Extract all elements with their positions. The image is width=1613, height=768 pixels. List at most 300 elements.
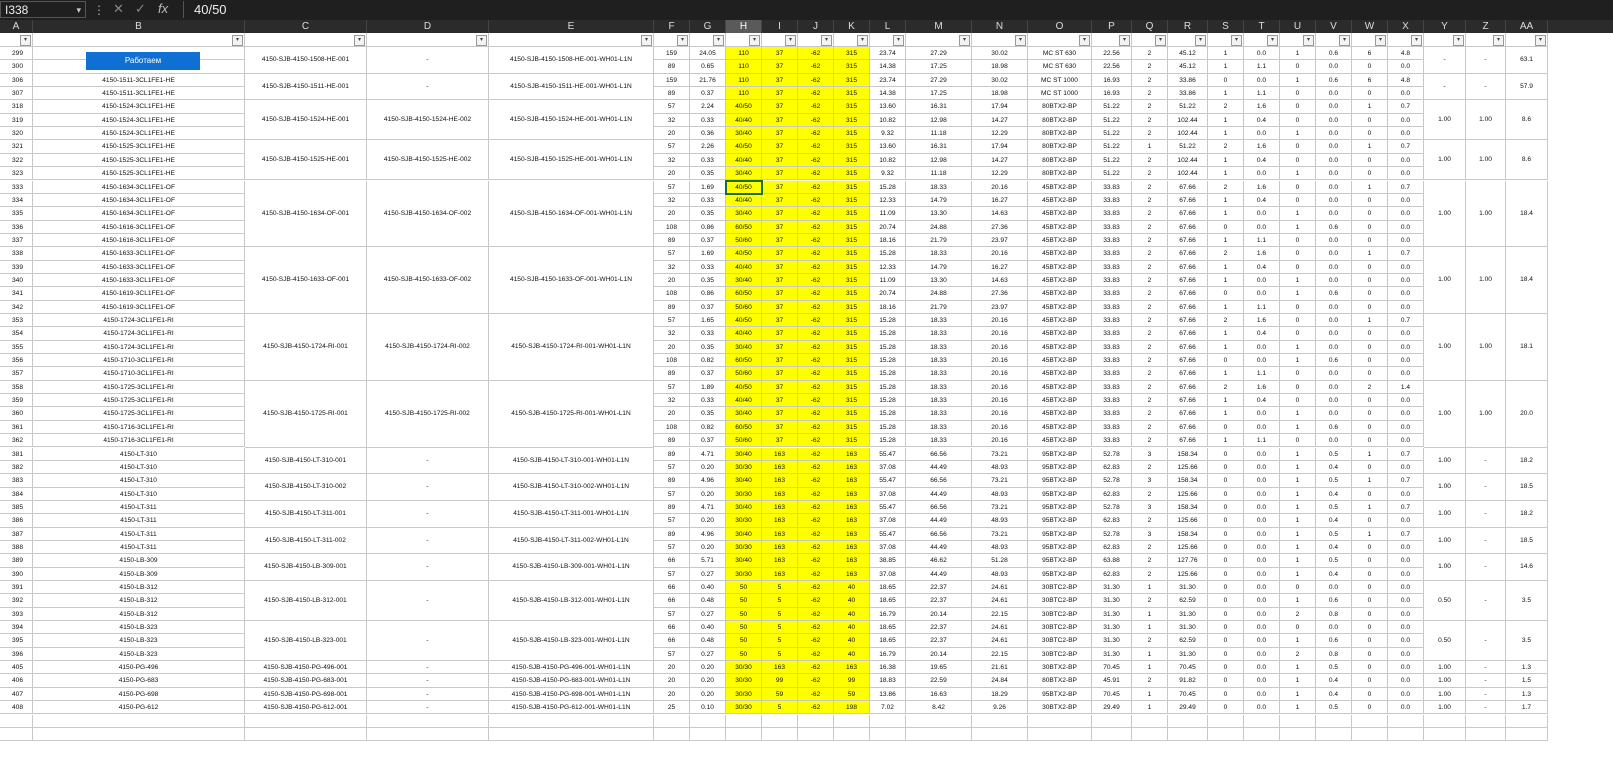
table-cell[interactable]: 0.20 [690,661,726,674]
table-cell[interactable]: 0.82 [690,354,726,367]
table-cell[interactable]: 52.78 [1092,528,1132,541]
table-cell[interactable]: 20.14 [906,608,972,621]
table-cell[interactable]: 0.0 [1244,661,1280,674]
table-cell[interactable]: 18.33 [906,247,972,260]
table-cell[interactable]: 2 [1132,354,1168,367]
formula-input[interactable] [183,1,1611,18]
table-cell[interactable]: 1 [1208,301,1244,314]
table-cell[interactable]: 12.29 [972,127,1028,140]
table-cell[interactable] [906,728,972,741]
table-cell[interactable]: 0.0 [1244,354,1280,367]
table-cell[interactable]: 32 [654,394,690,407]
table-cell[interactable]: 14.63 [972,207,1028,220]
table-cell[interactable]: 30/40 [726,448,762,461]
table-cell[interactable]: 18.33 [906,394,972,407]
table-cell[interactable]: 163 [762,501,798,514]
table-cell[interactable]: 0 [1352,167,1388,180]
table-cell[interactable]: 18.33 [906,181,972,194]
row-number[interactable]: 390 [0,568,33,581]
table-cell[interactable]: 1 [1280,541,1316,554]
table-cell[interactable]: 1.7 [1506,701,1548,714]
table-cell[interactable]: 0.0 [1388,274,1424,287]
table-cell[interactable]: - [1466,688,1506,701]
table-cell[interactable]: 315 [834,60,870,73]
table-cell[interactable]: 0.0 [1316,100,1352,113]
table-cell[interactable]: 51.22 [1092,167,1132,180]
table-cell[interactable]: 80BTX2-BP [1028,674,1092,687]
table-cell[interactable]: 2 [1208,381,1244,394]
table-cell[interactable]: 4150-1724-3CL1FE1-RI [33,327,245,340]
table-cell[interactable]: 4150-SJB-4150-1724-RI-001-WH01-L1N [489,314,654,381]
table-cell[interactable]: 62.83 [1092,541,1132,554]
table-cell[interactable]: 0.0 [1388,154,1424,167]
chevron-down-icon[interactable]: ▾ [76,5,81,15]
table-cell[interactable]: 66 [654,634,690,647]
table-cell[interactable]: 33.83 [1092,181,1132,194]
table-cell[interactable]: 163 [762,514,798,527]
table-cell[interactable]: 18.33 [906,327,972,340]
table-cell[interactable] [870,715,906,728]
table-cell[interactable]: 45BTX2-BP [1028,287,1092,300]
table-cell[interactable]: 0.0 [1388,608,1424,621]
table-cell[interactable]: 315 [834,301,870,314]
row-number[interactable]: 393 [0,608,33,621]
table-cell[interactable]: 0 [1208,688,1244,701]
table-cell[interactable]: 11.18 [906,167,972,180]
table-cell[interactable]: 18.29 [972,688,1028,701]
table-cell[interactable]: 11.09 [870,274,906,287]
table-cell[interactable]: 4150-SJB-4150-LB-309-001-WH01-L1N [489,554,654,581]
table-cell[interactable]: 89 [654,434,690,447]
table-cell[interactable]: 4150-SJB-4150-LT-311-002 [245,528,367,555]
table-cell[interactable]: 0.0 [1388,341,1424,354]
table-cell[interactable]: 163 [834,554,870,567]
column-header-x[interactable]: X [1388,20,1424,33]
table-cell[interactable]: 70.45 [1092,661,1132,674]
column-header-q[interactable]: Q [1132,20,1168,33]
table-cell[interactable]: 4150-LB-312 [33,581,245,594]
table-cell[interactable]: 163 [834,474,870,487]
table-cell[interactable]: 13.86 [870,688,906,701]
table-cell[interactable]: 4150-SJB-4150-PG-612-001 [245,701,367,714]
table-cell[interactable]: 163 [834,568,870,581]
table-cell[interactable]: 18.65 [870,634,906,647]
table-cell[interactable]: 2.26 [690,140,726,153]
table-cell[interactable]: -62 [798,341,834,354]
table-cell[interactable]: 20.0 [1506,381,1548,448]
table-cell[interactable]: 10.82 [870,114,906,127]
table-cell[interactable]: 70.45 [1092,688,1132,701]
table-cell[interactable]: 37 [762,140,798,153]
table-cell[interactable] [1388,728,1424,741]
table-cell[interactable]: 40/50 [726,100,762,113]
table-cell[interactable]: 1.1 [1244,87,1280,100]
table-cell[interactable]: 0 [1208,554,1244,567]
table-cell[interactable]: 0 [1280,87,1316,100]
table-cell[interactable]: 18.2 [1506,448,1548,475]
table-cell[interactable]: MC ST 1000 [1028,87,1092,100]
table-cell[interactable] [1424,715,1466,728]
table-cell[interactable]: 37 [762,421,798,434]
table-cell[interactable]: -62 [798,488,834,501]
table-cell[interactable]: - [1466,661,1506,674]
table-cell[interactable]: - [1466,74,1506,101]
table-cell[interactable]: 4150-SJB-4150-LT-311-001-WH01-L1N [489,501,654,528]
table-cell[interactable]: 20.16 [972,394,1028,407]
table-cell[interactable]: 1.1 [1244,301,1280,314]
row-number[interactable]: 391 [0,581,33,594]
table-cell[interactable]: 4150-1511-3CL1FE1-HE [33,74,245,87]
table-cell[interactable]: 45BTX2-BP [1028,381,1092,394]
table-cell[interactable]: 67.66 [1168,194,1208,207]
column-header-d[interactable]: D [367,20,489,33]
table-cell[interactable]: 27.29 [906,74,972,87]
table-cell[interactable]: 1.00 [1424,381,1466,448]
table-cell[interactable]: 37 [762,74,798,87]
table-cell[interactable]: 37 [762,207,798,220]
table-cell[interactable]: 125.66 [1168,514,1208,527]
table-cell[interactable]: 17.94 [972,100,1028,113]
table-cell[interactable]: 0.0 [1244,421,1280,434]
table-cell[interactable]: -62 [798,594,834,607]
table-cell[interactable]: -62 [798,407,834,420]
table-cell[interactable]: 50 [726,634,762,647]
column-header-f[interactable]: F [654,20,690,33]
table-cell[interactable] [1092,715,1132,728]
table-cell[interactable]: 127.76 [1168,554,1208,567]
table-cell[interactable] [690,715,726,728]
table-cell[interactable]: 40/40 [726,114,762,127]
table-cell[interactable]: 95BTX2-BP [1028,488,1092,501]
table-cell[interactable]: 0.0 [1244,608,1280,621]
table-cell[interactable]: 0 [1352,354,1388,367]
table-cell[interactable]: - [1466,554,1506,581]
table-cell[interactable]: 4150-SJB-4150-LT-310-001-WH01-L1N [489,448,654,475]
table-cell[interactable]: 44.49 [906,568,972,581]
table-cell[interactable]: 0.0 [1388,634,1424,647]
row-number[interactable]: 396 [0,648,33,661]
table-cell[interactable]: 20.16 [972,381,1028,394]
table-cell[interactable]: 0.4 [1244,114,1280,127]
table-cell[interactable]: 0.4 [1244,261,1280,274]
table-cell[interactable]: 1 [1352,181,1388,194]
table-cell[interactable]: 0 [1208,448,1244,461]
table-cell[interactable]: 0 [1208,608,1244,621]
table-cell[interactable]: 0.0 [1388,287,1424,300]
table-cell[interactable]: 63.1 [1506,47,1548,74]
table-cell[interactable]: 0 [1208,514,1244,527]
table-cell[interactable]: 57 [654,608,690,621]
table-cell[interactable]: 1.1 [1244,234,1280,247]
table-cell[interactable]: 40/50 [726,140,762,153]
table-cell[interactable]: 0.6 [1316,354,1352,367]
table-cell[interactable]: 102.44 [1168,167,1208,180]
table-cell[interactable]: 11.09 [870,207,906,220]
table-cell[interactable]: 2 [1132,234,1168,247]
table-cell[interactable]: 0.37 [690,87,726,100]
table-cell[interactable]: 32 [654,154,690,167]
table-cell[interactable] [798,715,834,728]
table-cell[interactable]: 33.83 [1092,367,1132,380]
table-cell[interactable]: 18.33 [906,367,972,380]
table-cell[interactable]: 1 [1132,140,1168,153]
table-cell[interactable]: 2 [1132,261,1168,274]
table-cell[interactable]: 18.33 [906,381,972,394]
table-cell[interactable] [972,728,1028,741]
table-cell[interactable]: 30/40 [726,501,762,514]
table-cell[interactable]: 0.27 [690,568,726,581]
table-cell[interactable]: 163 [834,501,870,514]
table-cell[interactable] [245,728,367,741]
table-cell[interactable]: 17.25 [906,60,972,73]
table-cell[interactable]: 4150-SJB-4150-LB-312-001-WH01-L1N [489,581,654,621]
table-cell[interactable]: 37.08 [870,488,906,501]
table-cell[interactable]: 2 [1132,154,1168,167]
table-cell[interactable]: 2 [1132,127,1168,140]
table-cell[interactable]: 1.65 [690,314,726,327]
table-cell[interactable]: 40 [834,648,870,661]
table-cell[interactable]: 2 [1208,247,1244,260]
table-cell[interactable]: 0 [1280,314,1316,327]
table-cell[interactable] [798,728,834,741]
table-cell[interactable]: 0.0 [1244,274,1280,287]
table-cell[interactable]: 0 [1352,394,1388,407]
table-cell[interactable]: -62 [798,581,834,594]
table-cell[interactable]: 1.00 [1424,554,1466,581]
table-cell[interactable]: 0.5 [1316,448,1352,461]
table-cell[interactable]: 20.16 [972,314,1028,327]
table-cell[interactable]: 16.79 [870,608,906,621]
table-cell[interactable]: 45BTX2-BP [1028,407,1092,420]
table-cell[interactable]: -62 [798,661,834,674]
table-cell[interactable]: 0.0 [1244,74,1280,87]
table-cell[interactable]: -62 [798,528,834,541]
table-cell[interactable]: 0.37 [690,234,726,247]
table-cell[interactable]: 4.8 [1388,74,1424,87]
table-cell[interactable]: 4150-SJB-4150-1725-RI-001 [245,381,367,448]
table-cell[interactable]: 4150-SJB-4150-1508-HE-001-WH01-L1N [489,47,654,74]
table-cell[interactable]: 0 [1280,327,1316,340]
table-cell[interactable]: 15.28 [870,247,906,260]
table-cell[interactable]: -62 [798,501,834,514]
table-cell[interactable]: 0 [1280,181,1316,194]
table-cell[interactable]: 1.6 [1244,381,1280,394]
table-cell[interactable]: 163 [762,528,798,541]
table-cell[interactable]: 32 [654,194,690,207]
table-cell[interactable]: 62.83 [1092,568,1132,581]
table-cell[interactable]: 23.74 [870,74,906,87]
table-cell[interactable]: 4150-LT-311 [33,501,245,514]
table-cell[interactable]: 0.0 [1388,568,1424,581]
table-cell[interactable]: 4150-SJB-4150-PG-698-001 [245,688,367,701]
table-cell[interactable]: 27.29 [906,47,972,60]
table-cell[interactable]: 2 [1132,381,1168,394]
table-cell[interactable]: 16.63 [906,688,972,701]
table-cell[interactable]: 2 [1132,314,1168,327]
table-cell[interactable]: 30/40 [726,474,762,487]
table-cell[interactable]: -62 [798,87,834,100]
table-cell[interactable]: 67.66 [1168,367,1208,380]
table-cell[interactable]: 0.4 [1316,688,1352,701]
table-cell[interactable]: 22.37 [906,634,972,647]
table-cell[interactable]: 89 [654,60,690,73]
table-cell[interactable]: 4150-SJB-4150-LB-323-001 [245,621,367,661]
table-cell[interactable]: 25 [654,701,690,714]
table-cell[interactable]: -62 [798,127,834,140]
table-cell[interactable]: - [1466,47,1506,74]
table-cell[interactable]: 22.56 [1092,60,1132,73]
table-cell[interactable]: 7.02 [870,701,906,714]
table-cell[interactable]: 38.85 [870,554,906,567]
filter-dropdown-icon[interactable]: ▾ [20,35,31,46]
filter-dropdown-icon[interactable]: ▾ [1195,35,1206,46]
table-cell[interactable]: 67.66 [1168,234,1208,247]
table-cell[interactable]: 1 [1280,221,1316,234]
table-cell[interactable]: 67.66 [1168,327,1208,340]
table-cell[interactable]: 1 [1208,194,1244,207]
table-cell[interactable]: 0.7 [1388,448,1424,461]
table-cell[interactable]: 48.93 [972,488,1028,501]
row-number[interactable]: 387 [0,528,33,541]
table-cell[interactable]: 2 [1132,87,1168,100]
name-box[interactable] [0,1,86,18]
table-cell[interactable]: 315 [834,407,870,420]
table-cell[interactable]: - [1466,674,1506,687]
table-cell[interactable]: 0 [1280,60,1316,73]
table-cell[interactable]: 2 [1132,541,1168,554]
table-cell[interactable]: 1 [1280,421,1316,434]
table-cell[interactable]: 0.0 [1388,688,1424,701]
table-cell[interactable]: 315 [834,221,870,234]
column-header-v[interactable]: V [1316,20,1352,33]
table-cell[interactable]: 62.59 [1168,634,1208,647]
table-cell[interactable]: 1 [1280,287,1316,300]
table-cell[interactable]: 1 [1280,341,1316,354]
table-cell[interactable]: 37 [762,114,798,127]
table-cell[interactable]: 0 [1280,434,1316,447]
table-cell[interactable]: 1 [1280,474,1316,487]
table-cell[interactable]: 57 [654,488,690,501]
table-cell[interactable]: 20.16 [972,327,1028,340]
table-cell[interactable]: 0.0 [1316,621,1352,634]
table-cell[interactable]: 4150-SJB-4150-LB-323-001-WH01-L1N [489,621,654,661]
table-cell[interactable]: 2 [1208,140,1244,153]
table-cell[interactable]: 4150-1710-3CL1FE1-RI [33,354,245,367]
table-cell[interactable]: -62 [798,234,834,247]
table-cell[interactable]: 4150-SJB-4150-1508-HE-001 [245,47,367,74]
table-cell[interactable]: 30/40 [726,341,762,354]
table-cell[interactable]: 80BTX2-BP [1028,140,1092,153]
table-cell[interactable]: 2 [1132,301,1168,314]
table-cell[interactable] [33,728,245,741]
table-cell[interactable]: 2 [1132,114,1168,127]
table-cell[interactable]: - [367,74,489,101]
table-cell[interactable]: 1.00 [1424,314,1466,381]
table-cell[interactable]: 2 [1132,634,1168,647]
filter-dropdown-icon[interactable]: ▾ [641,35,652,46]
table-cell[interactable]: 158.34 [1168,528,1208,541]
table-cell[interactable]: 4150-LT-310 [33,488,245,501]
table-cell[interactable]: 315 [834,341,870,354]
table-cell[interactable]: 1 [1280,488,1316,501]
filter-dropdown-icon[interactable]: ▾ [354,35,365,46]
table-cell[interactable]: 2 [1132,488,1168,501]
table-cell[interactable]: 29.49 [1092,701,1132,714]
table-cell[interactable]: 51.22 [1092,127,1132,140]
table-cell[interactable]: 18.4 [1506,181,1548,248]
table-cell[interactable]: 0.4 [1316,514,1352,527]
filter-dropdown-icon[interactable]: ▾ [1015,35,1026,46]
table-cell[interactable]: 0.33 [690,194,726,207]
table-cell[interactable]: 4150-SJB-4150-1724-RI-001 [245,314,367,381]
table-cell[interactable]: 3.5 [1506,621,1548,661]
table-cell[interactable]: 0.6 [1316,221,1352,234]
table-cell[interactable]: 30/30 [726,661,762,674]
table-cell[interactable]: 62.83 [1092,488,1132,501]
table-cell[interactable]: - [1466,701,1506,714]
table-cell[interactable]: 0.0 [1244,634,1280,647]
table-cell[interactable]: 60/50 [726,421,762,434]
table-cell[interactable]: 315 [834,100,870,113]
table-cell[interactable]: -62 [798,60,834,73]
more-options-icon[interactable]: ⋮ [93,3,105,17]
table-cell[interactable]: 2 [1132,327,1168,340]
table-cell[interactable]: 0.33 [690,114,726,127]
table-cell[interactable]: 1.3 [1506,661,1548,674]
table-cell[interactable] [726,728,762,741]
table-cell[interactable]: 95BTX2-BP [1028,568,1092,581]
row-number[interactable]: 360 [0,407,33,420]
table-cell[interactable]: 0 [1280,154,1316,167]
table-cell[interactable] [690,728,726,741]
table-cell[interactable]: 0 [1208,661,1244,674]
table-cell[interactable]: 20.16 [972,181,1028,194]
table-cell[interactable]: 4150-1525-3CL1FE1-HE [33,167,245,180]
table-cell[interactable] [1352,728,1388,741]
row-number[interactable]: 353 [0,314,33,327]
table-cell[interactable]: 46.62 [906,554,972,567]
table-cell[interactable]: 57 [654,247,690,260]
table-cell[interactable] [1466,728,1506,741]
table-cell[interactable]: 0.35 [690,274,726,287]
table-cell[interactable]: 59 [834,688,870,701]
table-cell[interactable]: -62 [798,207,834,220]
table-cell[interactable]: 89 [654,474,690,487]
table-cell[interactable]: 2 [1132,674,1168,687]
table-cell[interactable]: 0 [1352,608,1388,621]
table-cell[interactable]: 37 [762,367,798,380]
table-cell[interactable]: 0 [1352,434,1388,447]
table-cell[interactable]: 1 [1280,528,1316,541]
row-number[interactable]: 381 [0,448,33,461]
confirm-icon[interactable]: ✓ [135,1,146,16]
table-cell[interactable]: 315 [834,367,870,380]
table-cell[interactable]: -62 [798,327,834,340]
table-cell[interactable]: 0 [1352,274,1388,287]
filter-dropdown-icon[interactable]: ▾ [1375,35,1386,46]
table-cell[interactable]: 44.49 [906,541,972,554]
table-cell[interactable]: 31.30 [1168,621,1208,634]
table-cell[interactable]: 0.0 [1244,621,1280,634]
table-cell[interactable]: 5 [762,608,798,621]
table-cell[interactable]: 0.0 [1244,568,1280,581]
column-header-g[interactable]: G [690,20,726,33]
table-cell[interactable]: 0 [1352,234,1388,247]
table-cell[interactable]: 40/40 [726,194,762,207]
table-cell[interactable]: 0 [1352,261,1388,274]
table-cell[interactable]: 315 [834,194,870,207]
table-cell[interactable]: 57 [654,100,690,113]
